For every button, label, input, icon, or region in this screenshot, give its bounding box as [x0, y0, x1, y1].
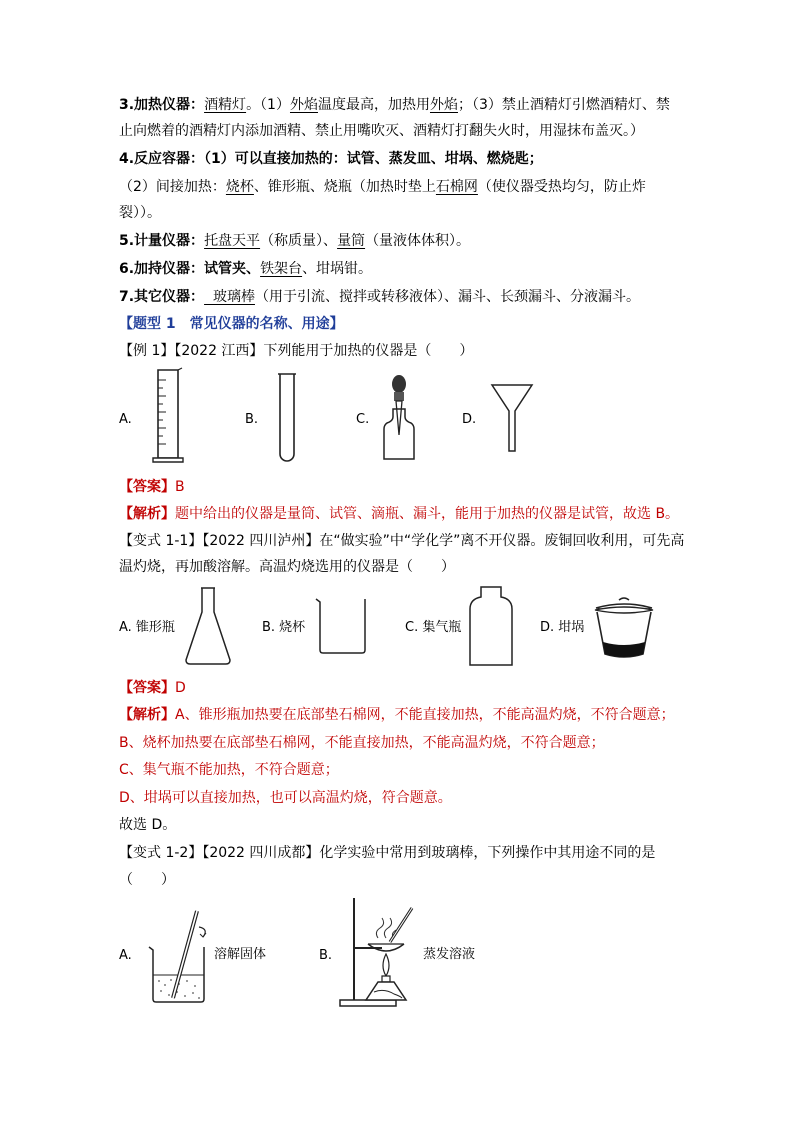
- option-a-label: A. 锥形瓶: [119, 620, 175, 635]
- analysis-line-d: D、坩埚可以直接加热，也可以高温灼烧，符合题意。: [119, 790, 452, 806]
- option-c-label: C.: [356, 412, 370, 427]
- text-segment: 温度最高，加热用: [317, 97, 430, 113]
- analysis-text: 题中给出的仪器是量筒、试管、滴瓶、漏斗，能用于加热的仪器是试管，故选 B。: [175, 506, 680, 522]
- option-b-label: B.: [245, 412, 259, 427]
- option-b-label: B.: [319, 948, 333, 963]
- graduated-cylinder-icon: [152, 368, 188, 464]
- variant-1-1-analysis: [119, 705, 675, 725]
- dissolving-beaker-stirring-icon: [145, 903, 217, 1007]
- question-type-heading: 【题型 1 常见仪器的名称、用途】: [119, 316, 344, 332]
- answer-value: D: [175, 680, 186, 696]
- option-b-label: B. 烧杯: [262, 620, 306, 635]
- analysis-text: A、锥形瓶加热要在底部垫石棉网，不能直接加热，不能高温灼烧，不符合题意；: [175, 707, 675, 723]
- underlined-term: 酒精灯: [204, 97, 247, 113]
- test-tube-icon: [276, 372, 298, 464]
- item-heating-cont: 止向燃着的酒精灯内添加酒精、禁止用嘴吹灭、酒精灯打翻失火时，用湿抹布盖灭。）: [119, 123, 644, 139]
- analysis-tag: 【解析】: [119, 707, 175, 723]
- analysis-conclusion: 故选 D。: [119, 817, 177, 833]
- text-segment: （使仪器受热均匀，防止炸: [477, 179, 646, 195]
- underlined-term: 托盘天平: [204, 233, 261, 249]
- analysis-line-c: C、集气瓶不能加热，不符合题意；: [119, 762, 339, 778]
- analysis-tag: 【解析】: [119, 506, 175, 522]
- item-prefix: 6.加持仪器：试管夹、: [119, 261, 261, 277]
- underlined-term: 石棉网: [435, 179, 478, 195]
- variant-1-1-answer: [119, 678, 186, 698]
- underlined-term: 玻璃棒: [204, 289, 255, 305]
- crucible-icon: [593, 596, 655, 662]
- option-b-caption: 蒸发溶液: [423, 947, 476, 962]
- variant-1-1-question: 【变式 1-1】【2022 四川泸州】在“做实验”中“学化学”离不开仪器。废铜回收利用，可先高: [119, 533, 685, 549]
- item-indirect-heating-cont: 裂））。: [119, 205, 161, 221]
- option-a-caption: 溶解固体: [214, 947, 267, 962]
- option-d-label: D.: [462, 412, 477, 427]
- text-segment: （用于引流、搅拌或转移液体）、漏斗、长颈漏斗、分液漏斗。: [254, 289, 640, 305]
- text-segment: 、锥形瓶、烧瓶（加热时垫上: [253, 179, 436, 195]
- option-d-label: D. 坩埚: [540, 620, 585, 635]
- text-segment: （2）间接加热：: [119, 179, 226, 195]
- option-c-label: C. 集气瓶: [405, 620, 462, 635]
- text-segment: （称质量）、: [260, 233, 338, 249]
- conical-flask-icon: [183, 586, 233, 666]
- dropper-bottle-icon: [381, 373, 417, 463]
- gas-collecting-bottle-icon: [468, 585, 514, 669]
- text-segment: （量液体体积）。: [365, 233, 471, 249]
- text-segment: 。（1）: [246, 97, 290, 113]
- item-prefix: 5.计量仪器：: [119, 233, 205, 249]
- variant-1-2-question-cont: （ ）: [119, 872, 175, 888]
- text-segment: ；（3）禁止酒精灯引燃酒精灯、禁: [457, 97, 670, 113]
- variant-1-2-question: 【变式 1-2】【2022 四川成都】化学实验中常用到玻璃棒，下列操作中其用途不同的是: [119, 845, 656, 861]
- option-a-label: A.: [119, 948, 132, 963]
- answer-tag: 【答案】: [119, 479, 175, 495]
- underlined-term: 外焰: [289, 97, 318, 113]
- analysis-line-b: B、烧杯加热要在底部垫石棉网，不能直接加热，不能高温灼烧，不符合题意；: [119, 735, 605, 751]
- item-reaction-vessels: 4.反应容器：（1）可以直接加热的：试管、蒸发皿、坩埚、燃烧匙；: [119, 151, 543, 167]
- text-segment: 、坩埚钳。: [302, 261, 373, 277]
- beaker-icon: [314, 596, 370, 656]
- underlined-term: 量筒: [337, 233, 366, 249]
- item-prefix: 3.加热仪器：: [119, 97, 205, 113]
- example-1-analysis: [119, 504, 679, 524]
- example-1-answer: [119, 477, 185, 497]
- item-holding-instruments: [119, 259, 372, 279]
- answer-value: B: [175, 479, 185, 495]
- item-prefix: 7.其它仪器：: [119, 289, 205, 305]
- underlined-term: 烧杯: [225, 179, 254, 195]
- example-1-question: 【例 1】【2022 江西】下列能用于加热的仪器是（ ）: [119, 343, 474, 359]
- underlined-term: 铁架台: [260, 261, 303, 277]
- option-a-label: A.: [119, 412, 132, 427]
- evaporation-setup-icon: [338, 896, 424, 1010]
- underlined-term: 外焰: [429, 97, 458, 113]
- item-other-instruments: [119, 287, 640, 307]
- variant-1-1-question-cont: 温灼烧，再加酸溶解。高温灼烧选用的仪器是（ ）: [119, 559, 455, 575]
- item-indirect-heating: [119, 177, 646, 197]
- answer-tag: 【答案】: [119, 680, 175, 696]
- item-measuring-instruments: [119, 231, 470, 251]
- item-heating-instruments: [119, 95, 670, 115]
- funnel-icon: [490, 383, 534, 455]
